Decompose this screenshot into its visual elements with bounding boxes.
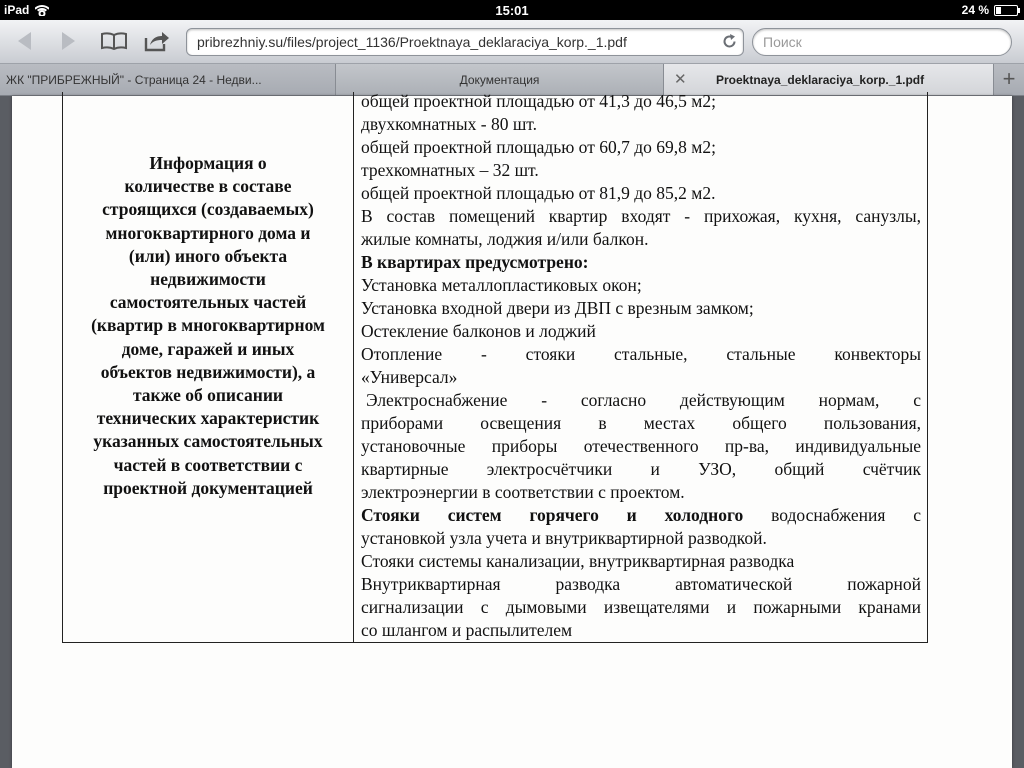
- document-line: установкой узла учета и внутриквартирной разводкой.: [361, 528, 767, 548]
- document-line: общей проектной площадью от 41,3 до 46,5 м2;: [361, 91, 716, 111]
- bookmarks-icon[interactable]: [101, 32, 127, 50]
- browser-toolbar: [0, 20, 1024, 64]
- battery-icon: [994, 5, 1018, 16]
- document-line: Установка входной двери из ДВП с врезным замком;: [361, 298, 754, 318]
- document-line: [361, 504, 921, 527]
- document-line: Отопление - стояки стальные, стальные конвекторы: [361, 344, 921, 364]
- tab-label: Proektnaya_deklaraciya_korp._1.pdf: [716, 73, 925, 87]
- document-line: сигнализации с дымовыми извещателями и пожарными кранами: [361, 597, 921, 617]
- device-name: iPad: [4, 3, 30, 17]
- document-line: установочные приборы отечественного пр-ва, индивидуальные: [361, 436, 921, 456]
- tab-label: Документация: [459, 73, 540, 87]
- table-column-divider: [353, 92, 354, 642]
- heading-line: строящихся (создаваемых): [102, 199, 314, 220]
- document-line: «Универсал»: [361, 367, 458, 387]
- document-line: Внутриквартирная разводка автоматической пожарной: [361, 574, 921, 594]
- clock: 15:01: [495, 3, 529, 18]
- search-field[interactable]: [752, 28, 1012, 56]
- document-line: В квартирах предусмотрено:: [361, 252, 589, 272]
- share-icon[interactable]: [144, 30, 170, 52]
- document-line: общей проектной площадью от 81,9 до 85,2 м2.: [361, 183, 716, 203]
- heading-line: проектной документацией: [103, 477, 313, 498]
- heading-line: Информация о: [149, 153, 267, 173]
- plus-icon: +: [1002, 66, 1016, 91]
- heading-line: (или) иного объекта: [128, 245, 288, 266]
- search-placeholder: Поиск: [763, 34, 802, 50]
- back-button[interactable]: [12, 30, 36, 52]
- document-line: со шлангом и распылителем: [361, 620, 573, 640]
- battery-percent: 24 %: [961, 3, 989, 17]
- heading-line: объектов недвижимости), а: [100, 361, 316, 382]
- forward-arrow-icon: [62, 32, 75, 50]
- document-line: электроэнергии в соответствии с проектом.: [361, 482, 685, 502]
- table-cell-heading: [63, 152, 353, 500]
- heading-line: многоквартирного дома и: [105, 222, 311, 243]
- heading-line: частей в соответствии с: [113, 454, 303, 475]
- document-line: Установка металлопластиковых окон;: [361, 275, 642, 295]
- table-cell-description: [361, 90, 921, 642]
- document-line: Остекление балконов и лоджий: [361, 321, 596, 341]
- close-tab-icon[interactable]: ✕: [674, 71, 687, 88]
- document-line: двухкомнатных - 80 шт.: [361, 114, 538, 134]
- status-bar: [0, 0, 1024, 20]
- heading-line: также об описании: [132, 385, 283, 406]
- document-line: Электроснабжение - согласно действующим нормам, с: [366, 390, 921, 410]
- document-line: приборами освещения в местах общего пользования,: [361, 413, 921, 433]
- tab-label: ЖК "ПРИБРЕЖНЫЙ" - Страница 24 - Недви...: [6, 73, 262, 87]
- pdf-page: [12, 91, 1012, 768]
- heading-line: недвижимости: [150, 269, 266, 290]
- forward-button[interactable]: [56, 30, 80, 52]
- url-text[interactable]: pribrezhniy.su/files/project_1136/Proektnaya_deklaraciya_korp._1.pdf: [197, 34, 627, 50]
- heading-line: самостоятельных частей: [109, 292, 307, 313]
- heading-line: доме, гаражей и иных: [121, 338, 295, 359]
- document-table: [62, 92, 928, 643]
- pdf-viewer[interactable]: [0, 91, 1024, 768]
- reload-icon[interactable]: [721, 33, 738, 50]
- document-line: В состав помещений квартир входят - прихожая, кухня, санузлы,: [361, 206, 921, 226]
- new-tab-button[interactable]: [994, 64, 1024, 95]
- document-line: Стояки системы канализации, внутриквартирная разводка: [361, 551, 795, 571]
- back-arrow-icon: [18, 32, 31, 50]
- address-bar[interactable]: [186, 28, 744, 56]
- heading-line: указанных самостоятельных: [93, 431, 323, 452]
- tab-forum[interactable]: [0, 64, 336, 95]
- heading-line: количестве в составе: [124, 176, 292, 197]
- document-line: жилые комнаты, лоджия и/или балкон.: [361, 229, 649, 249]
- heading-line: (квартир в многоквартирном: [91, 315, 325, 336]
- line-text: водоснабжения с: [771, 505, 921, 525]
- heading-line: технических характеристик: [96, 408, 320, 429]
- document-line: общей проектной площадью от 60,7 до 69,8 м2;: [361, 137, 716, 157]
- battery-fill: [996, 7, 1001, 14]
- document-line: квартирные электросчётчики и УЗО, общий счётчик: [361, 459, 921, 479]
- bold-text: Стояки систем горячего и холодного: [361, 505, 744, 525]
- document-line: трехкомнатных – 32 шт.: [361, 160, 539, 180]
